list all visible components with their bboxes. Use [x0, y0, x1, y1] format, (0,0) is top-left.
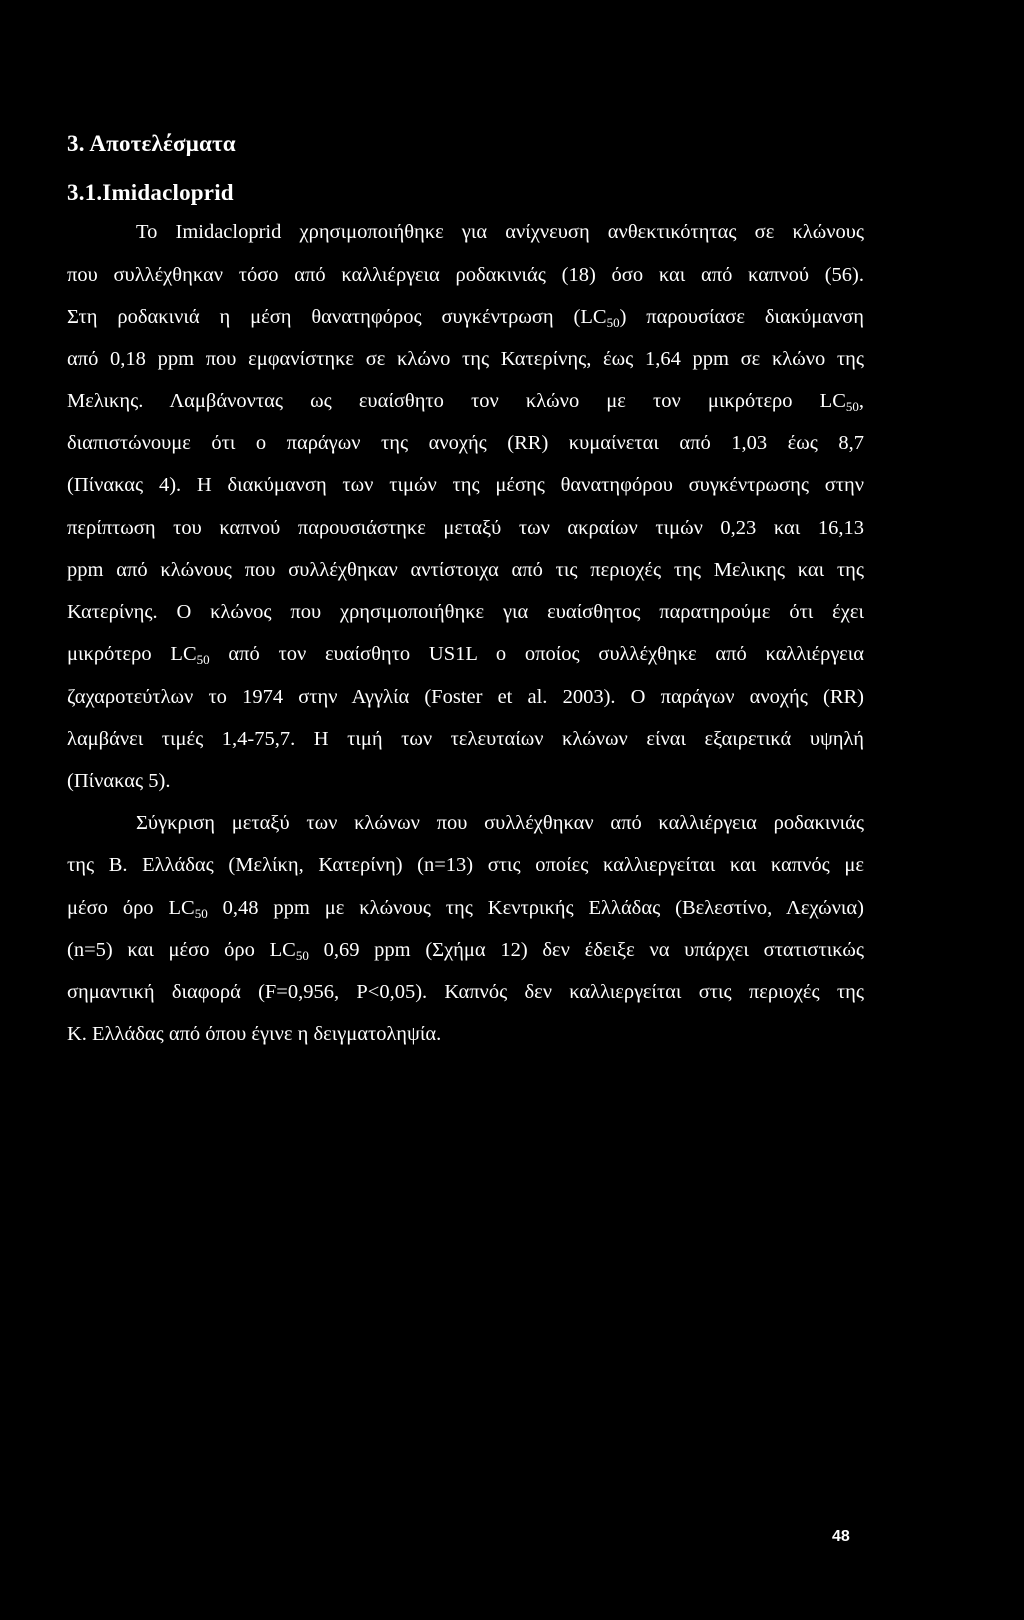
page-number: 48 — [832, 1528, 850, 1545]
section-heading: 3. Αποτελέσματα — [67, 131, 236, 156]
paragraph-1-line: μικρότερο $LC_{50}$ από τον ευαίσθητο US1L ο οποίος συλλέχθηκε από καλλιέργεια — [67, 643, 864, 667]
paragraph-1-line: ζαχαροτεύτλων το 1974 στην Αγγλία (Foster et al. 2003). Ο παράγων ανοχής (RR) — [67, 686, 864, 708]
paragraph-1-line: (Πίνακας 5). — [67, 770, 171, 792]
paragraph-2-line: Κ. Ελλάδας από όπου έγινε η δειγματοληψία. — [67, 1023, 442, 1045]
paragraph-2-line: Σύγκριση μεταξύ των κλώνων που συλλέχθηκαν από καλλιέργεια ροδακινιάς — [136, 812, 864, 834]
paragraph-1-line: Το Imidacloprid χρησιμοποιήθηκε για ανίχνευση ανθεκτικότητας σε κλώνους — [136, 221, 864, 243]
paragraph-1-line: από 0,18 ppm που εμφανίστηκε σε κλώνο της Κατερίνης, έως 1,64 ppm σε κλώνο της — [67, 348, 864, 370]
subsection-heading: 3.1.Imidacloprid — [67, 180, 234, 205]
paragraph-1-line: Μελικης. Λαμβάνοντας ως ευαίσθητο τον κλώνο με τον μικρότερο $LC_{50}$, — [67, 390, 864, 414]
paragraph-1-line: διαπιστώνουμε ότι ο παράγων της ανοχής (RR) κυμαίνεται από 1,03 έως 8,7 — [67, 432, 864, 454]
paragraph-1-line: που συλλέχθηκαν τόσο από καλλιέργεια ροδακινιάς (18) όσο και από καπνού (56). — [67, 264, 864, 286]
paragraph-1-line: Στη ροδακινιά η μέση θανατηφόρος συγκέντρωση $(LC_{50})$ παρουσίασε διακύμανση — [67, 306, 864, 330]
paragraph-1-line: ppm από κλώνους που συλλέχθηκαν αντίστοιχα από τις περιοχές της Μελικης και της — [67, 559, 864, 581]
paragraph-1-line: λαμβάνει τιμές 1,4-75,7. Η τιμή των τελευταίων κλώνων είναι εξαιρετικά υψηλή — [67, 728, 864, 750]
paragraph-1-line: (Πίνακας 4). Η διακύμανση των τιμών της μέσης θανατηφόρου συγκέντρωσης στην — [67, 474, 864, 496]
paragraph-2-line: (n=5) και μέσο όρο $LC_{50}$ 0,69 ppm (Σχήμα 12) δεν έδειξε να υπάρχει στατιστικώς — [67, 939, 864, 963]
paragraph-2-line: μέσο όρο $LC_{50}$ 0,48 ppm με κλώνους της Κεντρικής Ελλάδας (Βελεστίνο, Λεχώνια) — [67, 897, 864, 921]
paragraph-2-line: σημαντική διαφορά (F=0,956, P<0,05). Καπνός δεν καλλιεργείται στις περιοχές της — [67, 981, 864, 1003]
paragraph-1-line: περίπτωση του καπνού παρουσιάστηκε μεταξύ των ακραίων τιμών 0,23 και 16,13 — [67, 517, 864, 539]
paragraph-1-line: Κατερίνης. Ο κλώνος που χρησιμοποιήθηκε για ευαίσθητος παρατηρούμε ότι έχει — [67, 601, 864, 623]
paragraph-2-line: της Β. Ελλάδας (Μελίκη, Κατερίνη) (n=13) στις οποίες καλλιεργείται και καπνός με — [67, 854, 864, 876]
